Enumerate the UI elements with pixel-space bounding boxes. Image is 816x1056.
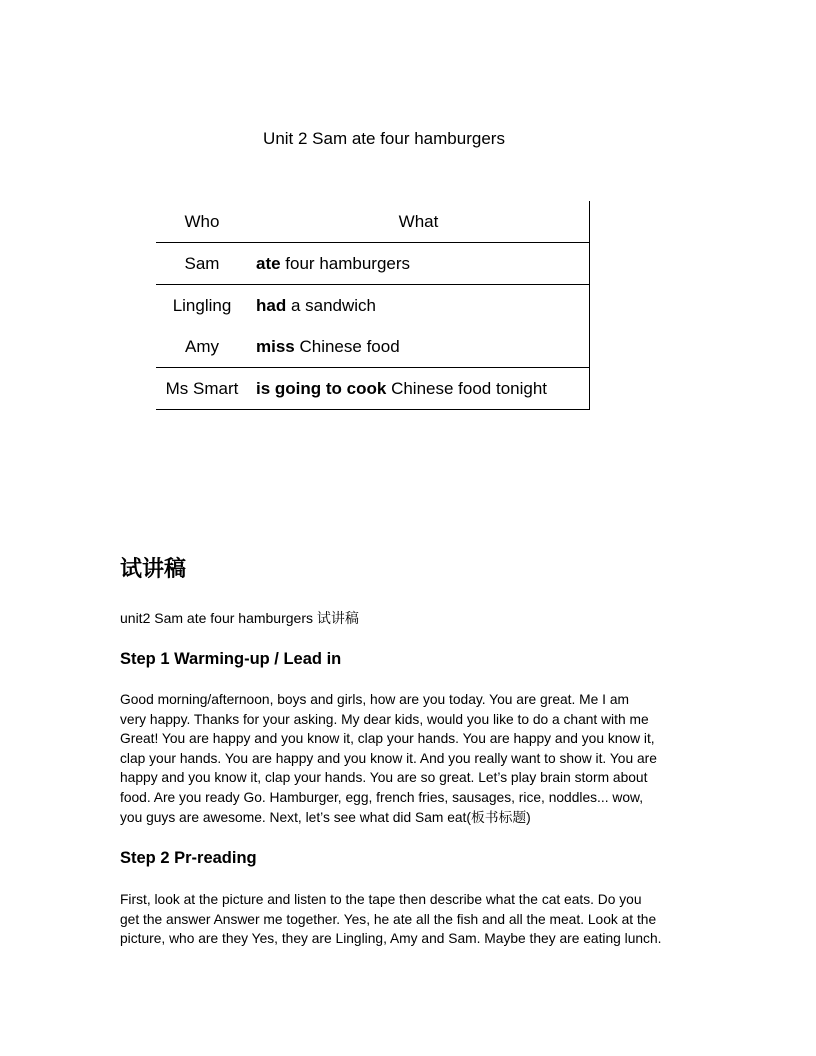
script-heading: 试讲稿 bbox=[120, 557, 187, 582]
board-title: Unit 2 Sam ate four hamburgers bbox=[263, 129, 505, 148]
row-verb: had bbox=[256, 295, 287, 315]
table-row bbox=[156, 243, 590, 285]
paragraph-line: happy and you know it, clap your hands. You are so great. Let’s play brain storm about bbox=[120, 770, 648, 786]
paragraph-line: get the answer Answer me together. Yes, he ate all the fish and all the meat. Look at the bbox=[120, 911, 657, 927]
paragraph-line: picture, who are they Yes, they are Lingling, Amy and Sam. Maybe they are eating lunch. bbox=[120, 931, 662, 947]
paragraph-line: First, look at the picture and listen to the tape then describe what the cat eats. Do you bbox=[120, 892, 642, 907]
paragraph-line: you guys are awesome. Next, let’s see what did Sam eat(板书标题) bbox=[120, 809, 531, 825]
row-verb: miss bbox=[256, 336, 295, 356]
row-what bbox=[248, 243, 590, 285]
step1-heading: Step 1 Warming-up / Lead in bbox=[120, 650, 342, 668]
table-header-row bbox=[156, 201, 590, 243]
paragraph-line: Great! You are happy and you know it, clap your hands. You are happy and you know it, bbox=[120, 731, 655, 747]
row-who: Ms Smart bbox=[156, 368, 248, 410]
row-rest: Chinese food tonight bbox=[386, 378, 548, 398]
blackboard-table bbox=[156, 201, 590, 410]
paragraph-line: clap your hands. You are happy and you know it. And you really want to show it. You are bbox=[120, 750, 657, 766]
paragraph-line: very happy. Thanks for your asking. My dear kids, would you like to do a chant with me bbox=[120, 711, 649, 727]
row-rest: four hamburgers bbox=[280, 253, 411, 273]
step1-paragraph bbox=[120, 690, 700, 827]
table-row bbox=[156, 368, 590, 410]
row-what bbox=[248, 285, 590, 327]
row-rest: Chinese food bbox=[294, 336, 400, 356]
row-who: Sam bbox=[156, 243, 248, 285]
table-row bbox=[156, 285, 590, 327]
row-who: Amy bbox=[156, 326, 248, 368]
row-what bbox=[248, 368, 590, 410]
script-subtitle: unit2 Sam ate four hamburgers 试讲稿 bbox=[120, 610, 359, 626]
header-who: Who bbox=[156, 201, 248, 243]
step2-heading: Step 2 Pr-reading bbox=[120, 849, 257, 867]
step2-paragraph bbox=[120, 890, 700, 949]
paragraph-line: food. Are you ready Go. Hamburger, egg, french fries, sausages, rice, noddles... wow, bbox=[120, 789, 644, 805]
row-rest: a sandwich bbox=[286, 295, 377, 315]
row-verb: ate bbox=[256, 253, 281, 273]
paragraph-line: Good morning/afternoon, boys and girls, how are you today. You are great. Me I am bbox=[120, 692, 629, 707]
row-what bbox=[248, 326, 590, 368]
header-what: What bbox=[248, 201, 590, 243]
table-row bbox=[156, 326, 590, 368]
row-verb: is going to cook bbox=[256, 378, 387, 398]
row-who: Lingling bbox=[172, 295, 232, 315]
